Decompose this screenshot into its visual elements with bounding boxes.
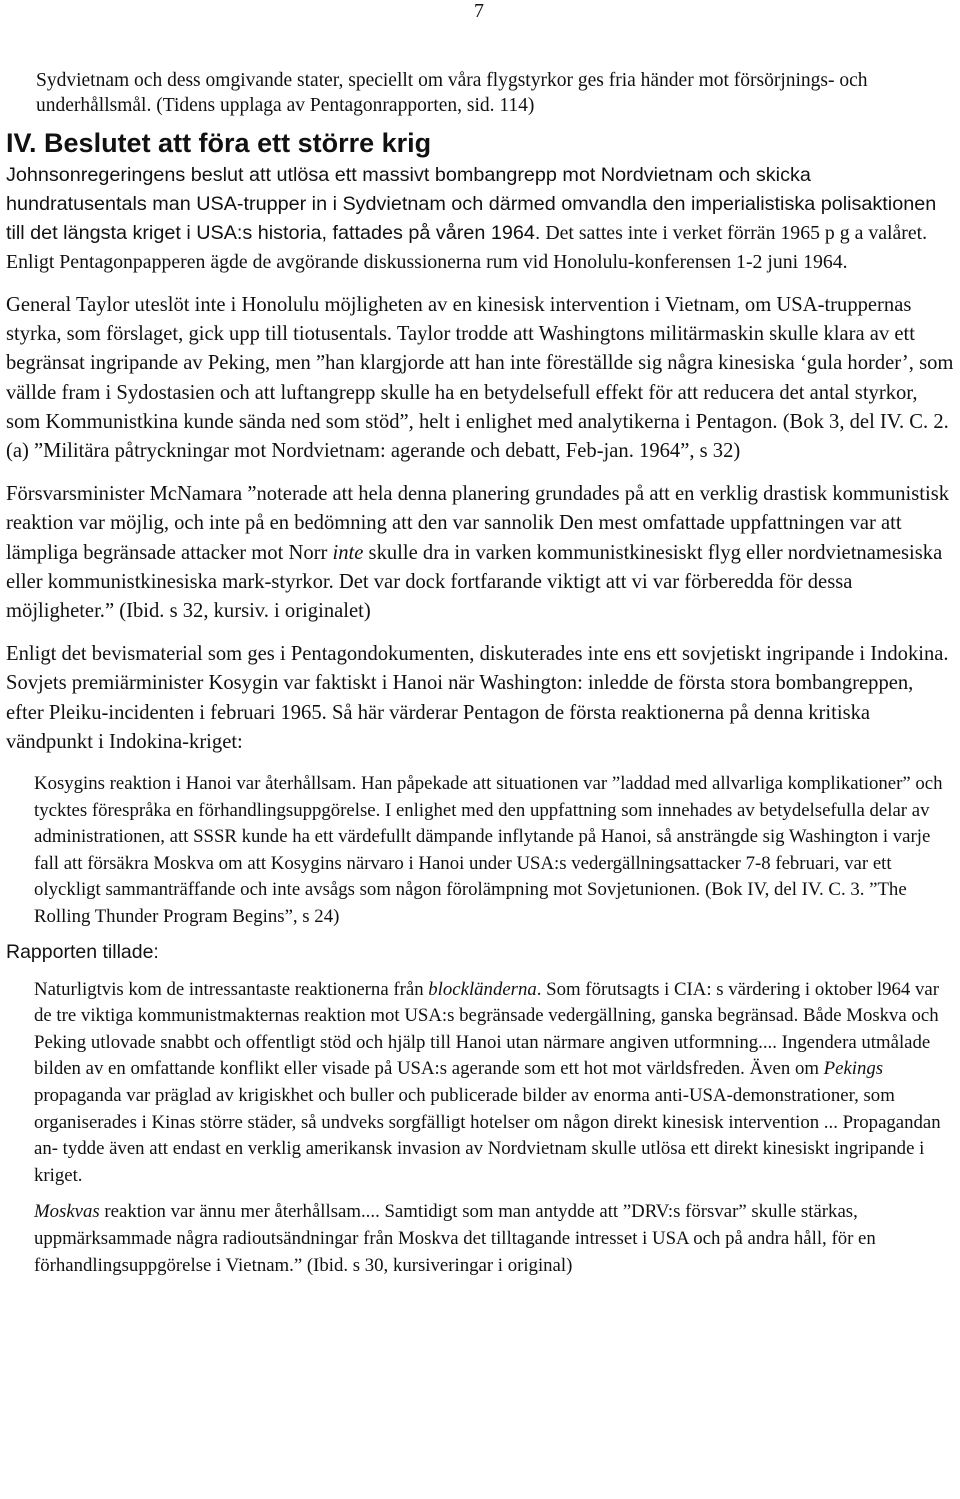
quote-bloc-reactions: [6, 977, 956, 1190]
paragraph-decision: [6, 161, 956, 277]
quote-bloc-emphasis-2: Pekings: [823, 1058, 884, 1080]
section-heading: IV. Beslutet att föra ett större krig: [6, 128, 432, 158]
page-number: 7: [474, 0, 484, 22]
quote-bloc-emphasis-1: blockländerna: [428, 978, 537, 1000]
paragraph-decision-serif-text: Det sattes inte i verket förrän 1965 p g a valåret. Enligt Pentagonpapperen ägde de avgörande diskussionerna rum vid Honolulu-konferensen 1-2 juni 1964.: [6, 222, 928, 273]
report-label: Rapporten tillade:: [6, 940, 159, 963]
quote-bloc-text-c: propaganda var präglad av krigiskhet och buller och publicerade bilder av enorma anti-USA-demonstrationer, som organiserades i Kinas större städer, så undveks sorgfälligt hotelser om någon direkt kinesisk intervention ... Propagandan an- tydde även att endast en verklig amerikansk invasion av Nordvietnam skulle utlösa ett direkt kinesiskt ingripande i kriget.: [34, 1084, 941, 1186]
paragraph-mcnamara-emphasis: inte: [332, 541, 364, 564]
quote-bloc-text-a: Naturligtvis kom de intressantaste reaktionerna från: [34, 978, 429, 1000]
paragraph-mcnamara: [6, 480, 956, 626]
document-body: [6, 68, 956, 1279]
quote-kosygin: Kosygins reaktion i Hanoi var återhållsam. Han påpekade att situationen var ”laddad med allvarliga komplikationer” och tycktes förespråka en förhandlingsuppgörelse. I enlighet med den uppfattning som innehades av betydelsefulla delar av administrationen, att SSSR kunde ha ett värdefullt dämpande inflytande på Hanoi, så ansträngde sig Washington i varje fall att försäkra Moskva om att Kosygins närvaro i Hanoi under USA:s vedergällningsattacker 7-8 februari, var ett olyckligt sammanträffande och inte avsågs som någon förolämpning mot Sovjetunionen. (Bok IV, del IV. C. 3. ”The Rolling Thunder Program Begins”, s 24): [34, 773, 943, 928]
quote-moscow-text: reaktion var ännu mer återhållsam.... Samtidigt som man antydde att ”DRV:s försvar” skulle stärkas, uppmärksammade några radioutsändningar från Moskva det tilltagande intresset i USA och på andra håll, för en förhandlingsuppgörelse i Vietnam.” (Ibid. s 30, kursiveringar i original): [34, 1201, 876, 1276]
paragraph-mcnamara-text-a: Försvarsminister McNamara ”noterade att hela denna planering grundades på att en verklig drastisk kommunistisk reaktion var möjlig, och inte på en bedömning att den var sannolik Den mest omfattade uppfattningen var att lämpliga begränsade attacker mot Norr: [6, 483, 950, 564]
paragraph-evidence: Enligt det bevismaterial som ges i Pentagondokumenten, diskuterades inte ens ett sovjetiskt ingripande i Indokina. Sovjets premiärminister Kosygin var faktiskt i Hanoi när Washington: inledde de första stora bombangreppen, efter Pleiku-incidenten i februari 1965. Så här värderar Pentagon de första reaktionerna på denna kritiska vändpunkt i Indokina-kriget:: [6, 643, 949, 753]
paragraph-taylor: General Taylor uteslöt inte i Honolulu möjligheten av en kinesisk intervention i Vietnam, om USA-truppernas styrka, som förslaget, gick upp till tiotusentals. Taylor trodde att Washingtons militärmaskin skulle klara av ett begränsat ingripande av Peking, men ”han klargjorde att han inte föreställde sig några kinesiska ‘gula horder’, som vällde fram i Sydostasien och att luftangrepp skulle ha en betydelsefull effekt för att reducera det antal styrkor, som Kommunistkina kunde sända ned som stöd”, helt i enlighet med analytikerna i Pentagon. (Bok 3, del IV. C. 2. (a) ”Militära påtryckningar mot Nordvietnam: agerande och debatt, Feb-jan. 1964”, s 32): [6, 294, 954, 463]
quote-bloc-text-b: . Som förutsagts i CIA: s värdering i oktober l964 var de tre viktiga kommunistmakternas reaktion mot USA:s begränsade vedergällning, ganska begränsad. Både Moskva och Peking utlovade snabbt och offentligt stöd och hjälp till Hanoi utan närmare angiven utformning.... Ingendera utmålade bilden av en omfattande konflikt eller visade på USA:s agerande som ett hot mot världsfreden. Även om: [34, 978, 939, 1080]
quote-moscow-reaction: [6, 1199, 956, 1279]
lead-paragraph: Sydvietnam och dess omgivande stater, speciellt om våra flygstyrkor ges fria händer mot försörjnings- och underhållsmål. (Tidens upplaga av Pentagonrapporten, sid. 114): [36, 70, 868, 116]
paragraph-mcnamara-text-b: skulle dra in varken kommunistkinesiskt flyg eller nordvietnamesiska eller kommunistkinesiska mark-styrkor. Det var dock fortfarande viktigt att vi var förberedda för dessa möjligheter.” (Ibid. s 32, kursiv. i originalet): [6, 541, 943, 623]
paragraph-decision-sans-text: Johnsonregeringens beslut att utlösa ett massivt bombangrepp mot Nordvietnam och skicka hundratusentals man USA-trupper in i Sydvietnam och därmed omvandla den imperialistiska polisaktionen till det längsta kriget i USA:s historia, fattades på våren 1964.: [6, 164, 937, 244]
quote-moscow-emphasis: Moskvas: [34, 1201, 100, 1223]
